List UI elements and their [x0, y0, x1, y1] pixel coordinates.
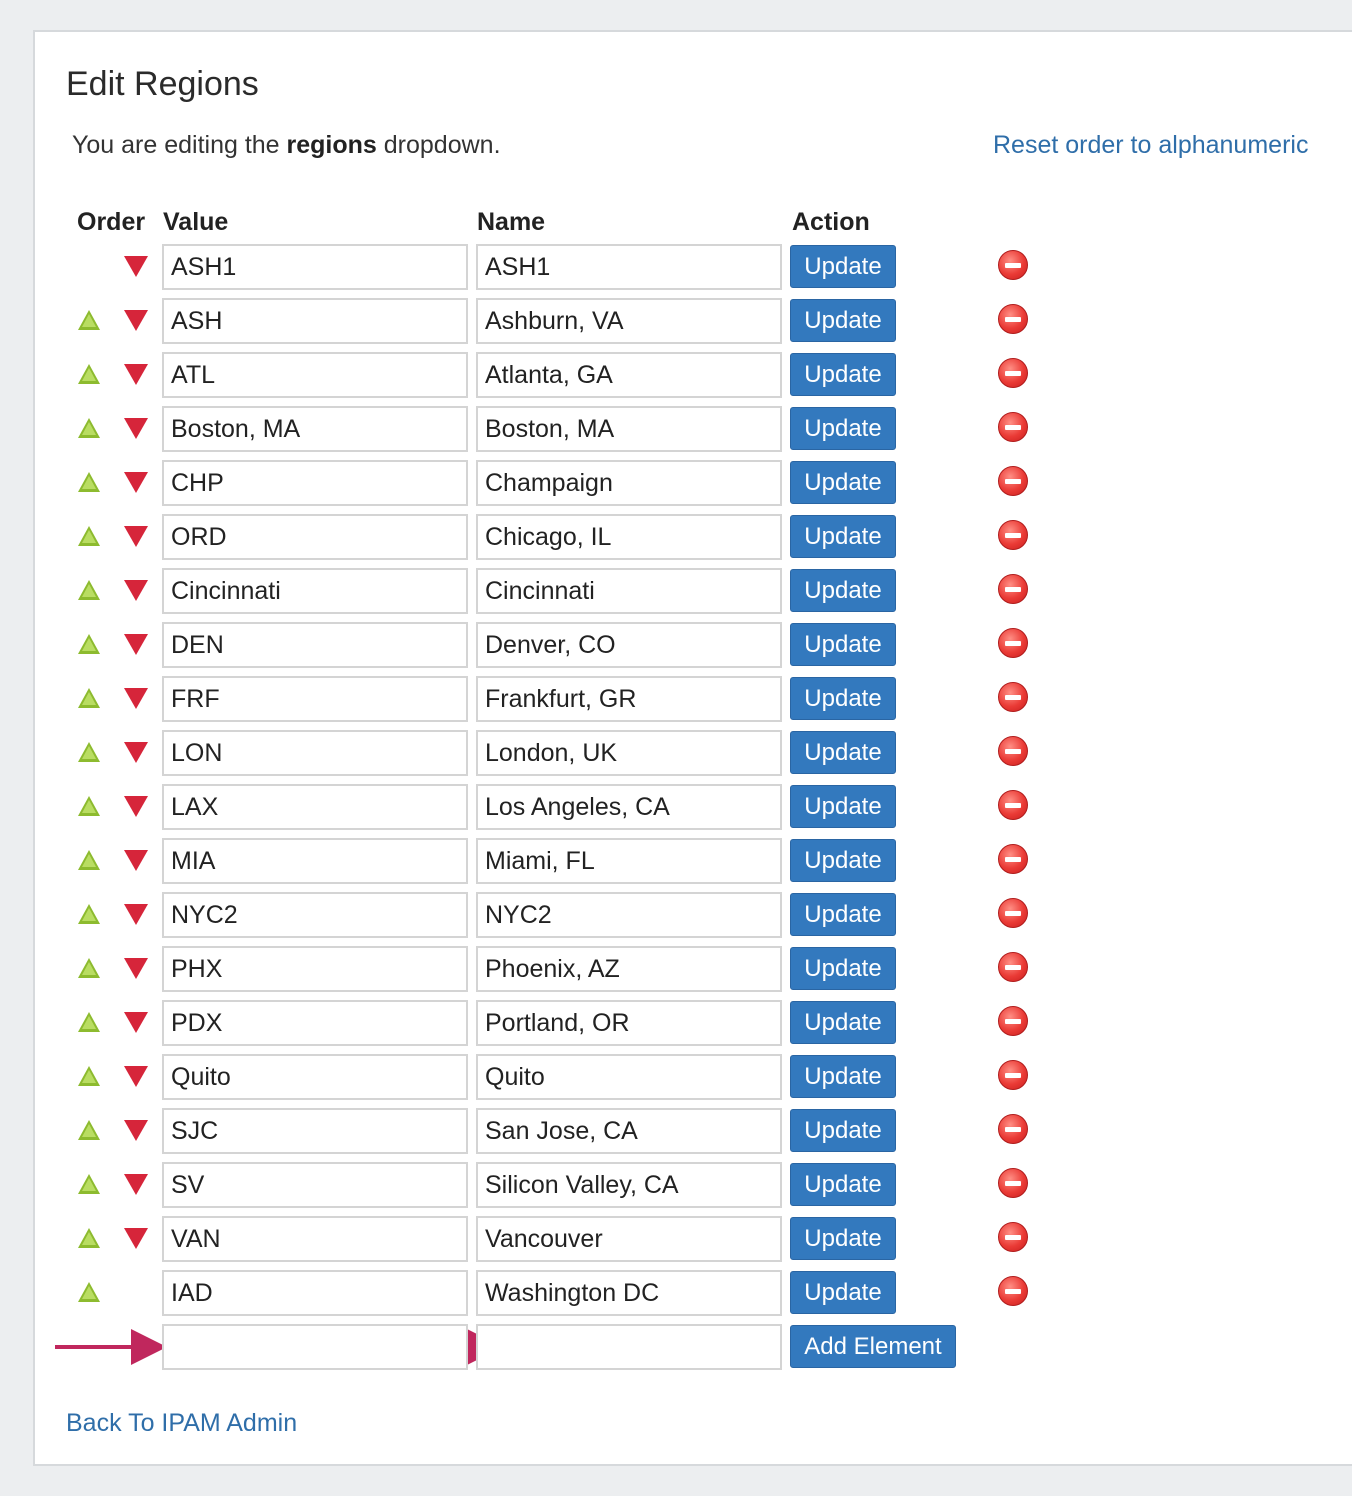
- value-input[interactable]: [162, 1162, 468, 1208]
- arrow-up-icon[interactable]: [78, 1174, 100, 1194]
- arrow-down-icon[interactable]: [124, 688, 148, 709]
- table-row: [35, 892, 1335, 938]
- remove-icon[interactable]: [998, 1114, 1028, 1144]
- table-row: [35, 514, 1335, 560]
- intro-bold: regions: [286, 131, 377, 159]
- value-input[interactable]: [162, 946, 468, 992]
- update-button[interactable]: Update: [790, 1055, 896, 1098]
- update-button[interactable]: Update: [790, 569, 896, 612]
- update-button[interactable]: Update: [790, 515, 896, 558]
- arrow-down-icon[interactable]: [124, 418, 148, 439]
- remove-icon[interactable]: [998, 304, 1028, 334]
- name-input[interactable]: [476, 244, 782, 290]
- name-input[interactable]: [476, 514, 782, 560]
- name-input[interactable]: [476, 1216, 782, 1262]
- remove-icon[interactable]: [998, 358, 1028, 388]
- remove-icon[interactable]: [998, 1222, 1028, 1252]
- value-input[interactable]: [162, 298, 468, 344]
- name-input[interactable]: [476, 1000, 782, 1046]
- pointer-arrow-icon: [55, 1345, 131, 1349]
- remove-icon[interactable]: [998, 1168, 1028, 1198]
- arrow-down-icon[interactable]: [124, 850, 148, 871]
- new-element-row: [35, 1324, 1335, 1370]
- update-button[interactable]: Update: [790, 1001, 896, 1044]
- arrow-up-icon[interactable]: [78, 418, 100, 438]
- arrow-down-icon[interactable]: [124, 526, 148, 547]
- table-row: [35, 622, 1335, 668]
- arrow-up-icon[interactable]: [78, 310, 100, 330]
- new-name-input[interactable]: [476, 1324, 782, 1370]
- update-button[interactable]: Update: [790, 461, 896, 504]
- column-header-name: Name: [477, 208, 546, 236]
- name-input[interactable]: [476, 892, 782, 938]
- arrow-down-icon[interactable]: [124, 1228, 148, 1249]
- value-input[interactable]: [162, 1270, 468, 1316]
- name-input[interactable]: [476, 406, 782, 452]
- arrow-up-icon[interactable]: [78, 472, 100, 492]
- value-input[interactable]: [162, 460, 468, 506]
- arrow-up-icon[interactable]: [78, 742, 100, 762]
- table-row: [35, 244, 1335, 290]
- value-input[interactable]: [162, 892, 468, 938]
- value-input[interactable]: [162, 406, 468, 452]
- update-button[interactable]: Update: [790, 893, 896, 936]
- arrow-down-icon[interactable]: [124, 364, 148, 385]
- arrow-up-icon[interactable]: [78, 1228, 100, 1248]
- edit-regions-panel: [33, 30, 1352, 1466]
- name-input[interactable]: [476, 676, 782, 722]
- page-title: Edit Regions: [66, 65, 259, 103]
- name-input[interactable]: [476, 1270, 782, 1316]
- remove-icon[interactable]: [998, 250, 1028, 280]
- arrow-up-icon[interactable]: [78, 1282, 100, 1302]
- value-input[interactable]: [162, 352, 468, 398]
- arrow-down-icon[interactable]: [124, 796, 148, 817]
- remove-icon[interactable]: [998, 1006, 1028, 1036]
- update-button[interactable]: Update: [790, 245, 896, 288]
- intro-suffix: dropdown.: [376, 131, 501, 159]
- update-button[interactable]: Update: [790, 1217, 896, 1260]
- remove-icon[interactable]: [998, 520, 1028, 550]
- column-header-value: Value: [163, 208, 229, 236]
- remove-icon[interactable]: [998, 466, 1028, 496]
- reset-order-link[interactable]: Reset order to alphanumeric: [993, 131, 1309, 159]
- update-button[interactable]: Update: [790, 1163, 896, 1206]
- arrow-up-icon[interactable]: [78, 580, 100, 600]
- intro-prefix: You are editing the: [72, 131, 287, 159]
- remove-icon[interactable]: [998, 682, 1028, 712]
- arrow-up-icon[interactable]: [78, 364, 100, 384]
- value-input[interactable]: [162, 568, 468, 614]
- arrow-down-icon[interactable]: [124, 1120, 148, 1141]
- arrow-down-icon[interactable]: [124, 958, 148, 979]
- name-input[interactable]: [476, 1054, 782, 1100]
- name-input[interactable]: [476, 352, 782, 398]
- arrow-down-icon[interactable]: [124, 1012, 148, 1033]
- value-input[interactable]: [162, 784, 468, 830]
- remove-icon[interactable]: [998, 1276, 1028, 1306]
- table-row: [35, 1054, 1335, 1100]
- table-row: [35, 406, 1335, 452]
- update-button[interactable]: Update: [790, 785, 896, 828]
- table-row: [35, 838, 1335, 884]
- new-value-input[interactable]: [162, 1324, 468, 1370]
- table-row: [35, 352, 1335, 398]
- update-button[interactable]: Update: [790, 353, 896, 396]
- name-input[interactable]: [476, 730, 782, 776]
- table-row: [35, 568, 1335, 614]
- value-input[interactable]: [162, 730, 468, 776]
- value-input[interactable]: [162, 244, 468, 290]
- value-input[interactable]: [162, 1216, 468, 1262]
- remove-icon[interactable]: [998, 952, 1028, 982]
- arrow-up-icon[interactable]: [78, 958, 100, 978]
- arrow-down-icon[interactable]: [124, 634, 148, 655]
- name-input[interactable]: [476, 946, 782, 992]
- remove-icon[interactable]: [998, 898, 1028, 928]
- table-row: [35, 1108, 1335, 1154]
- value-input[interactable]: [162, 1054, 468, 1100]
- table-row: [35, 1162, 1335, 1208]
- name-input[interactable]: [476, 568, 782, 614]
- value-input[interactable]: [162, 1000, 468, 1046]
- table-row: [35, 1000, 1335, 1046]
- add-element-button[interactable]: Add Element: [790, 1325, 956, 1368]
- arrow-down-icon[interactable]: [124, 742, 148, 763]
- name-input[interactable]: [476, 1162, 782, 1208]
- back-to-ipam-admin-link[interactable]: Back To IPAM Admin: [66, 1409, 298, 1437]
- value-input[interactable]: [162, 622, 468, 668]
- value-input[interactable]: [162, 514, 468, 560]
- update-button[interactable]: Update: [790, 947, 896, 990]
- update-button[interactable]: Update: [790, 623, 896, 666]
- value-input[interactable]: [162, 676, 468, 722]
- value-input[interactable]: [162, 1108, 468, 1154]
- arrow-down-icon[interactable]: [124, 256, 148, 277]
- name-input[interactable]: [476, 1108, 782, 1154]
- name-input[interactable]: [476, 622, 782, 668]
- remove-icon[interactable]: [998, 736, 1028, 766]
- table-row: [35, 730, 1335, 776]
- arrow-down-icon[interactable]: [124, 1066, 148, 1087]
- update-button[interactable]: Update: [790, 407, 896, 450]
- arrow-down-icon[interactable]: [124, 580, 148, 601]
- remove-icon[interactable]: [998, 574, 1028, 604]
- arrow-up-icon[interactable]: [78, 688, 100, 708]
- remove-icon[interactable]: [998, 790, 1028, 820]
- arrow-down-icon[interactable]: [124, 1174, 148, 1195]
- remove-icon[interactable]: [998, 628, 1028, 658]
- column-header-action: Action: [792, 208, 870, 236]
- name-input[interactable]: [476, 298, 782, 344]
- remove-icon[interactable]: [998, 1060, 1028, 1090]
- arrow-up-icon[interactable]: [78, 1066, 100, 1086]
- update-button[interactable]: Update: [790, 1109, 896, 1152]
- arrow-up-icon[interactable]: [78, 634, 100, 654]
- update-button[interactable]: Update: [790, 731, 896, 774]
- value-input[interactable]: [162, 838, 468, 884]
- table-row: [35, 676, 1335, 722]
- table-row: [35, 460, 1335, 506]
- name-input[interactable]: [476, 838, 782, 884]
- arrow-down-icon[interactable]: [124, 310, 148, 331]
- remove-icon[interactable]: [998, 844, 1028, 874]
- arrow-up-icon[interactable]: [78, 526, 100, 546]
- arrow-up-icon[interactable]: [78, 904, 100, 924]
- table-row: [35, 298, 1335, 344]
- intro-text: [72, 130, 501, 160]
- update-button[interactable]: Update: [790, 1271, 896, 1314]
- update-button[interactable]: Update: [790, 677, 896, 720]
- table-row: [35, 1270, 1335, 1316]
- arrow-up-icon[interactable]: [78, 850, 100, 870]
- table-row: [35, 784, 1335, 830]
- column-header-order: Order: [77, 208, 146, 236]
- arrow-down-icon[interactable]: [124, 904, 148, 925]
- arrow-down-icon[interactable]: [124, 472, 148, 493]
- name-input[interactable]: [476, 784, 782, 830]
- remove-icon[interactable]: [998, 412, 1028, 442]
- arrow-up-icon[interactable]: [78, 1120, 100, 1140]
- table-row: [35, 1216, 1335, 1262]
- update-button[interactable]: Update: [790, 839, 896, 882]
- arrow-up-icon[interactable]: [78, 796, 100, 816]
- arrow-up-icon[interactable]: [78, 1012, 100, 1032]
- name-input[interactable]: [476, 460, 782, 506]
- table-row: [35, 946, 1335, 992]
- update-button[interactable]: Update: [790, 299, 896, 342]
